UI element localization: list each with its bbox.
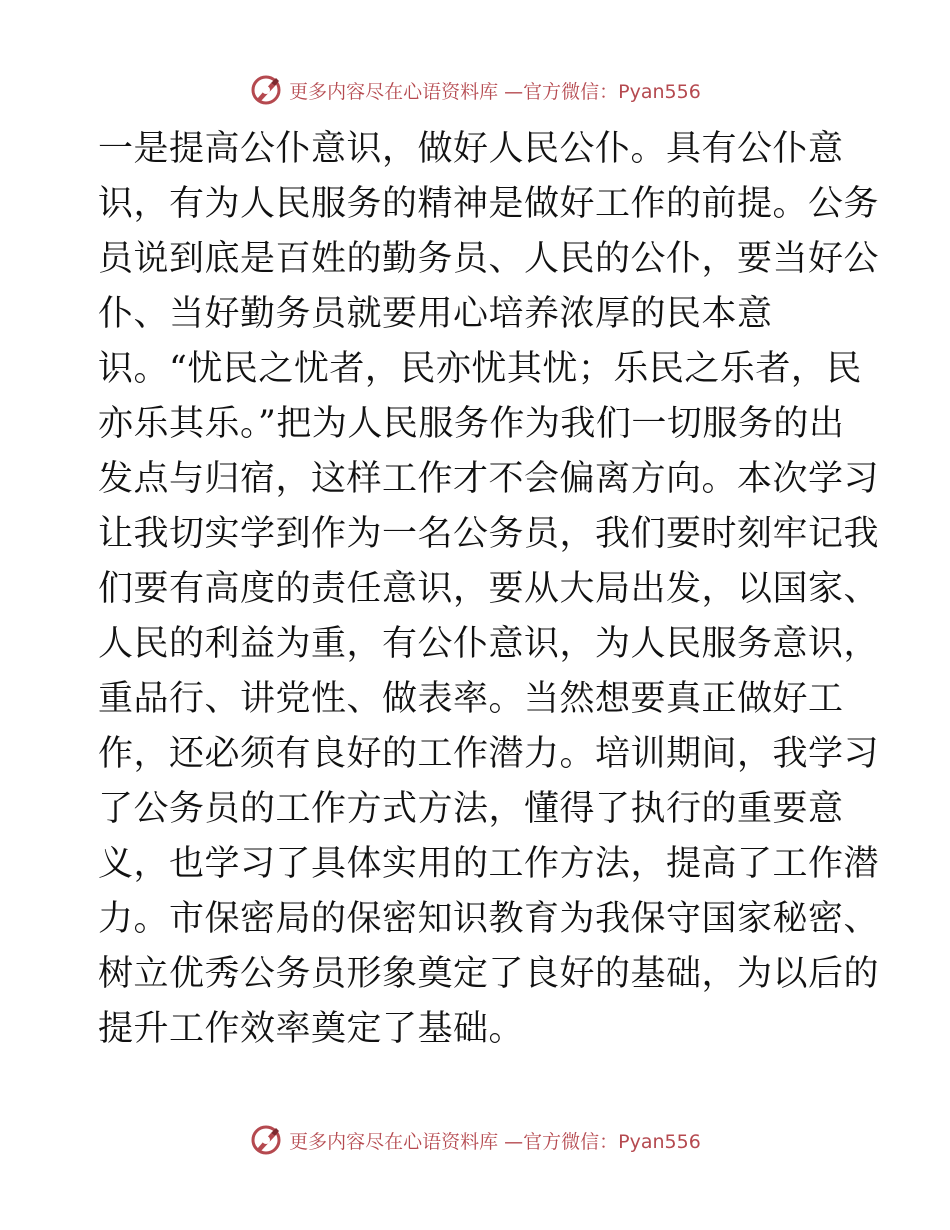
body-line: 人民的利益为重，有公仆意识，为人民服务意识， (98, 624, 880, 664)
header-contact-text: —官方微信：Pyan556 (504, 80, 701, 103)
body-line: 力。市保密局的保密知识教育为我保守国家秘密、 (98, 899, 880, 939)
body-line: 识，有为人民服务的精神是做好工作的前提。公务 (98, 184, 880, 224)
document-body (98, 122, 880, 1057)
body-line: 义，也学习了具体实用的工作方法，提高了工作潜 (98, 844, 880, 884)
body-line: 发点与归宿，这样工作才不会偏离方向。本次学习 (98, 459, 880, 499)
body-line: 识。“忧民之忧者，民亦忧其忧；乐民之乐者，民 (98, 349, 862, 389)
body-line: 员说到底是百姓的勤务员、人民的公仆，要当好公 (98, 239, 880, 279)
body-line: 仆、当好勤务员就要用心培养浓厚的民本意 (98, 294, 773, 334)
body-line: 一是提高公仆意识，做好人民公仆。具有公仆意 (98, 129, 844, 169)
footer-contact-text: —官方微信：Pyan556 (504, 1130, 701, 1153)
body-line: 了公务员的工作方式方法，懂得了执行的重要意 (98, 789, 844, 829)
body-line: 们要有高度的责任意识，要从大局出发，以国家、 (98, 569, 880, 609)
header-banner (0, 70, 950, 110)
body-line: 让我切实学到作为一名公务员，我们要时刻牢记我 (98, 514, 880, 554)
body-line: 亦乐其乐。”把为人民服务作为我们一切服务的出 (98, 404, 845, 444)
body-line: 作，还必须有良好的工作潜力。培训期间，我学习 (98, 734, 880, 774)
footer-brand-text: 更多内容尽在心语资料库 (289, 1130, 499, 1153)
footer-banner (0, 1120, 950, 1160)
body-line: 树立优秀公务员形象奠定了良好的基础，为以后的 (98, 954, 880, 994)
pen-logo-icon (249, 1123, 283, 1157)
body-line: 提升工作效率奠定了基础。 (98, 1009, 525, 1049)
header-brand-text: 更多内容尽在心语资料库 (289, 80, 499, 103)
pen-logo-icon (249, 73, 283, 107)
body-line: 重品行、讲党性、做表率。当然想要真正做好工 (98, 679, 844, 719)
